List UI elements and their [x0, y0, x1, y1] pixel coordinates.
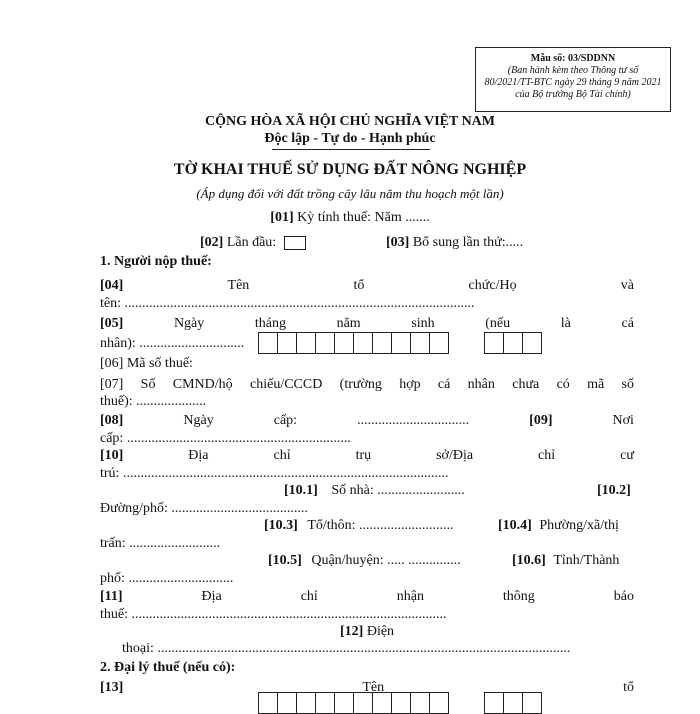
word: tổ	[623, 680, 634, 695]
field-11-line2[interactable]: thuế: ..........................................................................................	[100, 607, 447, 622]
motto-underline	[272, 149, 430, 150]
word: Địa	[201, 589, 222, 604]
house-number-field[interactable]: Số nhà: .........................	[331, 483, 465, 498]
digit-cell[interactable]	[410, 692, 430, 714]
field-03-code: [03]	[386, 235, 410, 250]
street-field[interactable]: Đường/phố: .......................................	[100, 501, 308, 516]
field-02-text: Lần đầu:	[226, 235, 277, 250]
word: Ngày	[183, 413, 214, 428]
digit-cell[interactable]	[429, 692, 449, 714]
digit-cell[interactable]	[410, 332, 430, 354]
digit-cell[interactable]	[503, 692, 523, 714]
field-08-line1	[100, 413, 634, 429]
field-11-code: [11]	[100, 589, 123, 604]
field-08-code: [08]	[100, 413, 124, 428]
agent-tax-code-grid[interactable]	[258, 692, 449, 714]
word: trụ	[355, 448, 372, 463]
digit-cell[interactable]	[258, 692, 278, 714]
word: tổ	[353, 278, 365, 293]
word: (nếu	[485, 316, 511, 331]
field-10-6	[512, 553, 619, 569]
digit-cell[interactable]	[277, 332, 297, 354]
digit-cell[interactable]	[258, 332, 278, 354]
field-10-code: [10]	[100, 448, 124, 463]
field-05-code: [05]	[100, 316, 124, 331]
word: tháng	[254, 316, 286, 331]
word: năm	[336, 316, 361, 331]
field-04-line2[interactable]: tên: ....................................................................................................	[100, 296, 475, 311]
field-04-line1	[100, 278, 634, 294]
word: Tên	[362, 680, 385, 695]
digit-cell[interactable]	[522, 332, 542, 354]
field-03	[386, 235, 523, 251]
ward-label: Phường/xã/thị	[539, 518, 619, 533]
field-12-code: [12]	[340, 624, 364, 639]
country-name: CỘNG HÒA XÃ HỘI CHỦ NGHĨA VIỆT NAM	[204, 114, 495, 129]
field-10-1-code: [10.1]	[284, 483, 318, 498]
word: nhận	[396, 589, 424, 604]
word: thông	[502, 589, 535, 604]
motto: Độc lập - Tự do - Hạnh phúc	[264, 131, 436, 146]
field-10-1	[284, 483, 465, 499]
field-10-4-code: [10.4]	[498, 518, 532, 533]
digit-cell[interactable]	[503, 332, 523, 354]
field-01-code: [01]	[270, 210, 294, 225]
word: cá	[621, 316, 634, 331]
phone-field[interactable]: thoại: ......................................................................................................................	[122, 641, 571, 656]
word: là	[560, 316, 571, 331]
form-subtitle: (Áp dụng đối với đất trồng cây lâu năm thu hoạch một lần)	[196, 186, 504, 201]
form-code-box	[475, 47, 671, 112]
field-07-line2[interactable]: thuế): ....................	[100, 394, 207, 409]
word: Tên	[227, 278, 250, 293]
issue-date-dots[interactable]: ................................	[357, 413, 470, 428]
issued-line-1: (Ban hành kèm theo Thông tư số	[507, 65, 639, 76]
hamlet-field[interactable]: Tổ/thôn: ...........................	[307, 518, 454, 533]
province-label: Tỉnh/Thành	[553, 553, 620, 568]
ward-field[interactable]: trấn: ..........................	[100, 536, 221, 551]
birthdate-grid-suffix[interactable]	[484, 332, 542, 354]
digit-cell[interactable]	[484, 692, 504, 714]
issued-line-2: 80/2021/TT-BTC ngày 29 tháng 9 năm 2021	[484, 77, 662, 88]
field-01-text[interactable]: Kỳ tính thuế: Năm .......	[297, 210, 430, 225]
field-10-5	[268, 553, 461, 569]
section-2-heading: 2. Đại lý thuế (nếu có):	[100, 660, 236, 675]
field-10-6-code: [10.6]	[512, 553, 546, 568]
digit-cell[interactable]	[391, 692, 411, 714]
word: chỉ	[538, 448, 556, 463]
digit-cell[interactable]	[391, 332, 411, 354]
field-12-label: Điện	[366, 624, 395, 639]
field-10-line2[interactable]: trú: .............................................................................................	[100, 466, 449, 481]
field-07-line1: [07] Số CMND/hộ chiếu/CCCD (trường hợp cá nhân chưa có mã số	[100, 377, 634, 392]
agent-tax-code-grid-suffix[interactable]	[484, 692, 542, 714]
word: Nơi	[612, 413, 634, 428]
field-04-code: [04]	[100, 278, 124, 293]
field-05-line2: nhân): ..............................	[100, 336, 245, 351]
word: và	[620, 278, 634, 293]
field-10-4	[498, 518, 619, 534]
form-title: TỜ KHAI THUẾ SỬ DỤNG ĐẤT NÔNG NGHIỆP	[173, 161, 527, 178]
field-01	[0, 210, 700, 226]
digit-cell[interactable]	[296, 332, 316, 354]
digit-cell[interactable]	[372, 332, 392, 354]
word: cư	[620, 448, 634, 463]
field-10-3	[264, 518, 454, 534]
digit-cell[interactable]	[334, 332, 354, 354]
field-09-line2[interactable]: cấp: ................................................................	[100, 431, 351, 446]
field-13-code: [13]	[100, 680, 124, 695]
word: sinh	[411, 316, 435, 331]
field-05-line1	[100, 316, 634, 332]
field-02-code: [02]	[200, 235, 224, 250]
digit-cell[interactable]	[484, 332, 504, 354]
word: sở/Địa	[436, 448, 474, 463]
digit-cell[interactable]	[372, 692, 392, 714]
field-10-5-code: [10.5]	[268, 553, 302, 568]
section-1-heading: 1. Người nộp thuế:	[100, 254, 212, 269]
district-field[interactable]: Quận/huyện: ..... ...............	[311, 553, 461, 568]
digit-cell[interactable]	[522, 692, 542, 714]
field-06: [06] Mã số thuế:	[100, 356, 193, 371]
digit-cell[interactable]	[315, 692, 335, 714]
field-03-text[interactable]: Bổ sung lần thứ:.....	[412, 235, 524, 250]
first-time-checkbox[interactable]	[284, 236, 306, 250]
digit-cell[interactable]	[296, 692, 316, 714]
digit-cell[interactable]	[429, 332, 449, 354]
digit-cell[interactable]	[315, 332, 335, 354]
form-code-label: Mẫu số: 03/SDDNN	[530, 53, 616, 64]
word: Ngày	[173, 316, 205, 331]
field-11-line1	[100, 589, 634, 605]
digit-cell[interactable]	[353, 692, 373, 714]
word: chỉ	[273, 448, 291, 463]
birthdate-grid[interactable]	[258, 332, 449, 354]
field-09-code: [09]	[529, 413, 553, 428]
field-10-3-code: [10.3]	[264, 518, 298, 533]
word: Địa	[188, 448, 209, 463]
digit-cell[interactable]	[353, 332, 373, 354]
field-10-line1	[100, 448, 634, 464]
field-10-2-code: [10.2]	[597, 483, 631, 498]
word: báo	[613, 589, 634, 604]
province-field[interactable]: phố: ..............................	[100, 571, 234, 586]
digit-cell[interactable]	[334, 692, 354, 714]
field-02	[200, 235, 306, 251]
word: chỉ	[300, 589, 318, 604]
issued-line-3: của Bộ trưởng Bộ Tài chính)	[515, 89, 631, 100]
field-12	[340, 624, 394, 640]
word: chức/Họ	[468, 278, 517, 293]
digit-cell[interactable]	[277, 692, 297, 714]
word: cấp:	[273, 413, 298, 428]
